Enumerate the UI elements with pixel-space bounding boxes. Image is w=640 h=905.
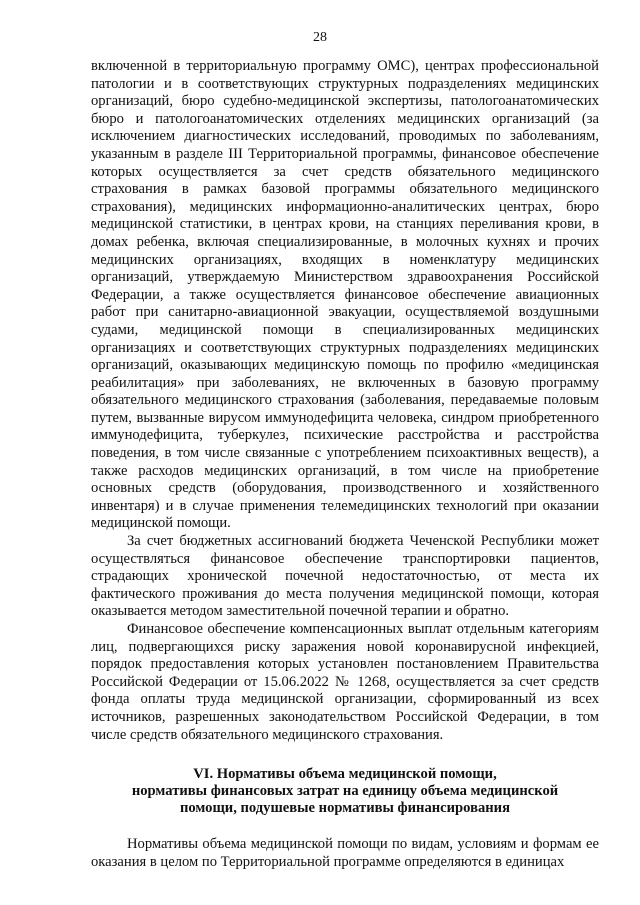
paragraph-section-intro: Нормативы объема медицинской помощи по видам, условиям и формам ее оказания в целом по Территориальной программе определяются в единицах: [91, 836, 599, 870]
section-heading-line-2: нормативы финансовых затрат на единицу объема медицинской: [131, 783, 559, 800]
section-heading-line-3: помощи, подушевые нормативы финансирования: [180, 800, 510, 817]
document-body: [91, 58, 599, 871]
section-heading-line-1: VI. Нормативы объема медицинской помощи,: [193, 766, 497, 783]
paragraph-continuation: включенной в территориальную программу ОМС), центрах профессиональной патологии и в соответствующих структурных подразделениях медицинских организаций, бюро судебно-медицинской экспертизы, патологоанатомических бюро и патологоанатомических отделениях медицинских организаций (за исключением диагностических исследований, проводимых по заболеваниям, указанным в разделе III Территориальной программы, финансовое обеспечение которых осуществляется за счет средств обязательного медицинского страхования в рамках базовой программы обязательного медицинского страхования), медицинских информационно-аналитических центрах, бюро медицинской статистики, в центрах крови, на станциях переливания крови, в домах ребенка, включая специализированные, в молочных кухнях и прочих медицинских организациях, входящих в номенклатуру медицинских организаций, утверждаемую Министерством здравоохранения Российской Федерации, а также осуществляется финансовое обеспечение авиационных работ при санитарно-авиационной эвакуации, осуществляемой воздушными судами, медицинской помощи в специализированных медицинских организациях и соответствующих структурных подразделениях медицинских организаций, оказывающих медицинскую помощь по профилю «медицинская реабилитация» при заболеваниях, не включенных в базовую программу обязательного медицинского страхования (заболевания, передаваемые половым путем, вызванные вирусом иммунодефицита человека, синдром приобретенного иммунодефицита, туберкулез, психические расстройства и расстройства поведения, в том числе связанные с употреблением психоактивных веществ), а также расходов медицинских организаций, в том числе на приобретение основных средств (оборудования, производственного и хозяйственного инвентаря) и в случае применения телемедицинских технологий при оказании медицинской помощи.: [91, 58, 599, 532]
page-number: 28: [313, 30, 327, 45]
section-heading: [91, 766, 599, 817]
paragraph-compensation-payments: Финансовое обеспечение компенсационных выплат отдельным категориям лиц, подвергающихся риску заражения новой коронавирусной инфекцией, порядок предоставления которых установлен постановлением Правительства Российской Федерации от 15.06.2022 № 1268, осуществляется за счет средств фонда оплаты труда медицинской организации, сформированный из всех источников, разрешенных законодательством Российской Федерации, в том числе средств обязательного медицинского страхования.: [91, 621, 599, 743]
paragraph-transport-funding: За счет бюджетных ассигнований бюджета Чеченской Республики может осуществляться финансовое обеспечение транспортировки пациентов, страдающих хронической почечной недостаточностью, от места их фактического проживания до места получения медицинской помощи, которая оказывается методом заместительной почечной терапии и обратно.: [91, 533, 599, 620]
